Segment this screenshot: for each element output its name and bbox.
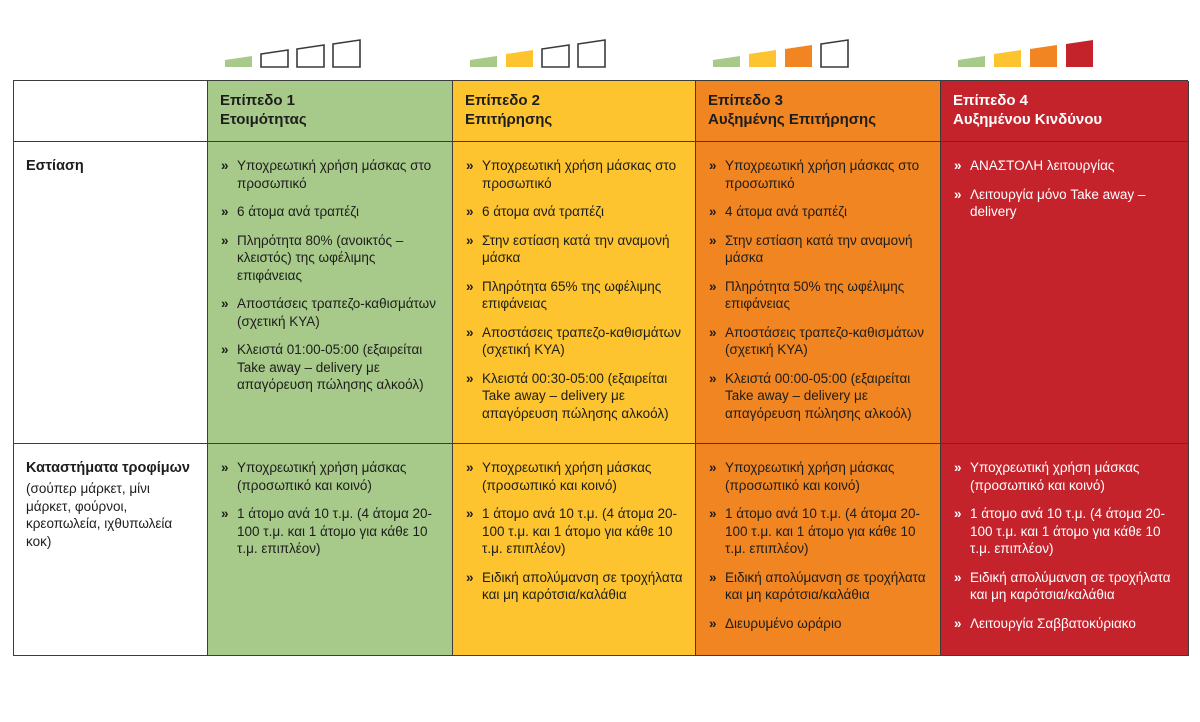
list-item-text: 1 άτομο ανά 10 τ.μ. (4 άτομα 20-100 τ.μ. και 1 άτομο για κάθε 10 τ.μ. επιπλέον)	[725, 506, 921, 557]
list-item-text: Ειδική απολύμανση σε τροχήλατα και μη καρότσια/καλάθια	[970, 569, 1171, 603]
level-4-title: Επίπεδο 4	[953, 92, 1029, 110]
level-2-subtitle: Επιτήρησης	[465, 111, 553, 128]
bullet-marker: »	[709, 324, 717, 340]
bullet-marker: »	[954, 460, 962, 475]
list-item-text: Αποστάσεις τραπεζο-καθισμάτων (σχετική ΚΥΑ)	[482, 324, 681, 358]
row-food-stores-title: Καταστήματα τροφίμων	[26, 460, 190, 476]
list-item-text: Κλειστά 01:00-05:00 (εξαιρείται Take away – delivery με απαγόρευση πώλησης αλκοόλ)	[237, 342, 424, 393]
list-item-text: Αποστάσεις τραπεζο-καθισμάτων (σχετική ΚΥΑ)	[237, 296, 436, 329]
list-item	[466, 324, 683, 359]
list-item	[709, 232, 928, 267]
list-item-text: Πληρότητα 80% (ανοικτός – κλειστός) της ωφέλιμης επιφάνειας	[237, 232, 404, 283]
level-2-title: Επίπεδο 2	[465, 92, 541, 110]
level-icons-row	[13, 30, 1188, 68]
list-item-text: 1 άτομο ανά 10 τ.μ. (4 άτομα 20-100 τ.μ. και 1 άτομο για κάθε 10 τ.μ. επιπλέον)	[482, 506, 678, 557]
bullet-marker: »	[466, 370, 474, 386]
list-item	[709, 459, 928, 494]
food-stores-level-4-cell	[941, 444, 1189, 656]
signal-bar-2	[260, 49, 289, 68]
list-item-text: Πληρότητα 65% της ωφέλιμης επιφάνειας	[482, 278, 662, 312]
list-item	[954, 186, 1176, 221]
bullet-marker: »	[466, 460, 474, 475]
list-item-text: Υποχρεωτική χρήση μάσκας στο προσωπικό	[725, 158, 920, 191]
list-item-text: Λειτουργία Σαββατοκύριακο	[970, 615, 1136, 631]
level-1-signal-icon	[224, 39, 361, 68]
level-4-header	[941, 81, 1189, 142]
corner-header-cell	[14, 81, 208, 142]
signal-bar-4	[1065, 39, 1094, 68]
levels-table	[13, 80, 1188, 656]
bullet-marker: »	[954, 569, 962, 585]
list-item-text: Υποχρεωτική χρήση μάσκας στο προσωπικό	[237, 158, 432, 191]
list-item-text: ΑΝΑΣΤΟΛΗ λειτουργίας	[970, 158, 1115, 173]
list-item-text: Διευρυμένο ωράριο	[725, 615, 842, 631]
row-dining-title: Εστίαση	[26, 158, 84, 174]
signal-bar-2	[505, 49, 534, 68]
list-item-text: Ειδική απολύμανση σε τροχήλατα και μη καρότσια/καλάθια	[482, 569, 683, 603]
list-item	[466, 569, 683, 604]
bullet-marker: »	[709, 569, 717, 585]
list-item	[709, 157, 928, 192]
level-2-signal-icon	[469, 39, 606, 68]
bullet-marker: »	[221, 342, 229, 358]
dining-level-4-cell	[941, 142, 1189, 444]
signal-bar-1	[957, 55, 986, 68]
bullet-marker: »	[221, 232, 229, 248]
list-item	[954, 615, 1176, 633]
bullet-marker: »	[954, 506, 962, 522]
signal-bar-3	[541, 44, 570, 68]
list-item	[466, 157, 683, 192]
list-item	[466, 232, 683, 267]
signal-bar-1	[712, 55, 741, 68]
list-item	[221, 157, 440, 192]
list-item	[709, 278, 928, 313]
bullet-marker: »	[709, 278, 717, 294]
bullet-marker: »	[954, 186, 962, 202]
signal-bar-3	[1029, 44, 1058, 68]
infographic-canvas	[13, 0, 1188, 656]
level-1-subtitle: Ετοιμότητας	[220, 111, 307, 128]
list-item-text: Ειδική απολύμανση σε τροχήλατα και μη καρότσια/καλάθια	[725, 569, 926, 603]
bullet-marker: »	[709, 158, 717, 173]
list-item	[709, 370, 928, 423]
list-item	[221, 295, 440, 330]
list-item-text: Πληρότητα 50% της ωφέλιμης επιφάνειας	[725, 278, 905, 312]
list-item	[221, 505, 440, 558]
icons-row-spacer	[13, 30, 207, 68]
list-item-text: 6 άτομα ανά τραπέζι	[237, 204, 360, 220]
list-item-text: Στην εστίαση κατά την αναμονή μάσκα	[482, 232, 670, 266]
list-item	[466, 370, 683, 423]
bullet-marker: »	[709, 506, 717, 522]
list-item	[709, 569, 928, 604]
bullet-marker: »	[466, 232, 474, 248]
signal-bar-4	[577, 39, 606, 68]
list-item	[221, 459, 440, 494]
list-item	[709, 203, 928, 221]
level-2-header	[453, 81, 696, 142]
food-stores-level-3-cell	[696, 444, 941, 656]
bullet-marker: »	[709, 615, 717, 631]
list-item	[954, 459, 1176, 494]
level-4-signal-icon	[957, 39, 1094, 68]
list-item	[709, 615, 928, 633]
signal-bar-4	[820, 39, 849, 68]
list-item-text: 6 άτομα ανά τραπέζι	[482, 204, 605, 220]
list-item-text: 1 άτομο ανά 10 τ.μ. (4 άτομα 20-100 τ.μ. και 1 άτομο για κάθε 10 τ.μ. επιπλέον)	[970, 506, 1166, 557]
list-item	[221, 203, 440, 221]
bullet-marker: »	[221, 506, 229, 522]
bullet-marker: »	[466, 204, 474, 220]
dining-level-1-cell	[208, 142, 453, 444]
list-item	[221, 341, 440, 394]
level-3-signal-icon	[712, 39, 849, 68]
list-item-text: Στην εστίαση κατά την αναμονή μάσκα	[725, 232, 913, 266]
bullet-marker: »	[221, 204, 229, 220]
list-item-text: Κλειστά 00:00-05:00 (εξαιρείται Take away – delivery με απαγόρευση πώλησης αλκοόλ)	[725, 370, 912, 422]
food-stores-level-1-cell	[208, 444, 453, 656]
bullet-marker: »	[709, 370, 717, 386]
list-item-text: Αποστάσεις τραπεζο-καθισμάτων (σχετική ΚΥΑ)	[725, 324, 924, 358]
signal-bar-2	[748, 49, 777, 68]
list-item-text: 4 άτομα ανά τραπέζι	[725, 204, 848, 220]
level-3-header	[696, 81, 941, 142]
list-item	[954, 505, 1176, 558]
bullet-marker: »	[466, 158, 474, 173]
list-item	[954, 569, 1176, 604]
bullet-marker: »	[221, 158, 229, 173]
dining-level-2-cell	[453, 142, 696, 444]
signal-bar-2	[993, 49, 1022, 68]
bullet-marker: »	[709, 460, 717, 475]
bullet-marker: »	[466, 324, 474, 340]
bullet-marker: »	[466, 569, 474, 585]
list-item	[466, 505, 683, 558]
list-item	[466, 459, 683, 494]
row-dining-label-cell	[14, 142, 208, 444]
level-4-subtitle: Αυξημένου Κινδύνου	[953, 111, 1103, 128]
list-item-text: Υποχρεωτική χρήση μάσκας στο προσωπικό	[482, 158, 677, 191]
bullet-marker: »	[221, 460, 229, 475]
bullet-marker: »	[954, 615, 962, 631]
bullet-marker: »	[466, 506, 474, 522]
signal-bar-1	[469, 55, 498, 68]
list-item-text: Λειτουργία μόνο Take away – delivery	[970, 186, 1146, 220]
signal-bar-3	[296, 44, 325, 68]
bullet-marker: »	[221, 296, 229, 312]
bullet-marker: »	[954, 158, 962, 173]
list-item	[709, 324, 928, 359]
row-food-stores-label-cell	[14, 444, 208, 656]
bullet-marker: »	[709, 232, 717, 248]
level-3-title: Επίπεδο 3	[708, 92, 784, 110]
list-item-text: Υποχρεωτική χρήση μάσκας (προσωπικό και κοινό)	[237, 460, 407, 493]
signal-bar-4	[332, 39, 361, 68]
food-stores-level-2-cell	[453, 444, 696, 656]
level-1-header	[208, 81, 453, 142]
list-item	[466, 278, 683, 313]
list-item-text: 1 άτομο ανά 10 τ.μ. (4 άτομα 20-100 τ.μ. και 1 άτομο για κάθε 10 τ.μ. επιπλέον)	[237, 506, 433, 557]
signal-bar-1	[224, 55, 253, 68]
dining-level-3-cell	[696, 142, 941, 444]
bullet-marker: »	[466, 278, 474, 294]
bullet-marker: »	[709, 204, 717, 220]
signal-bar-3	[784, 44, 813, 68]
list-item	[954, 157, 1176, 175]
list-item-text: Κλειστά 00:30-05:00 (εξαιρείται Take away – delivery με απαγόρευση πώλησης αλκοόλ)	[482, 370, 669, 422]
list-item	[221, 232, 440, 285]
list-item-text: Υποχρεωτική χρήση μάσκας (προσωπικό και κοινό)	[970, 460, 1140, 493]
level-3-subtitle: Αυξημένης Επιτήρησης	[708, 111, 877, 128]
list-item	[709, 505, 928, 558]
row-food-stores-subtitle: (σούπερ μάρκετ, μίνι μάρκετ, φούρνοι, κρεοπωλεία, ιχθυπωλεία κοκ)	[26, 480, 173, 550]
level-1-title: Επίπεδο 1	[220, 92, 296, 110]
list-item	[466, 203, 683, 221]
list-item-text: Υποχρεωτική χρήση μάσκας (προσωπικό και κοινό)	[482, 460, 652, 493]
list-item-text: Υποχρεωτική χρήση μάσκας (προσωπικό και κοινό)	[725, 460, 895, 493]
